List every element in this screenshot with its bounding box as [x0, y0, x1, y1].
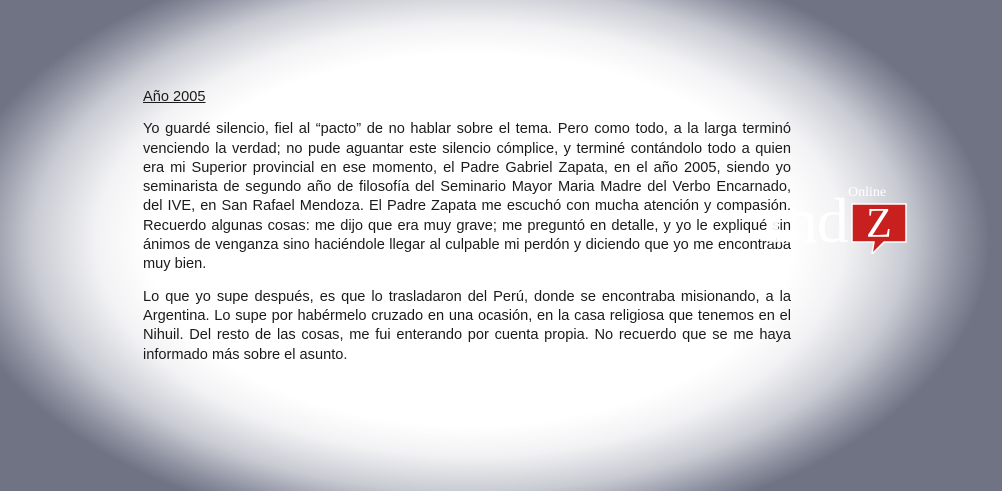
logo-letter: Z — [866, 202, 892, 247]
document-excerpt — [143, 88, 791, 378]
logo-speech-bubble-icon — [850, 202, 908, 254]
paragraph-2: Lo que yo supe después, es que lo trasladaron del Perú, donde se encontraba misionando, a la Argentina. Lo supe por habérmelo cruzado en una ocasión, en la casa religiosa que tenemos en el Nihuil. Del resto de las cosas, me fui enterando por cuenta propia. No recuerdo que se me haya informado más sobre el asunto. — [143, 288, 791, 363]
logo-online-tag: Online — [848, 185, 887, 200]
logo-word: md — [768, 185, 848, 256]
mdz-online-logo — [740, 185, 915, 270]
year-heading: Año 2005 — [143, 89, 206, 105]
paragraph-1: Yo guardé silencio, fiel al “pacto” de no hablar sobre el tema. Pero como todo, a la larga terminó venciendo la verdad; no pude aguantar este silencio cómplice, y terminé contándolo todo a quien era mi Superior provincial en ese momento, el Padre Gabriel Zapata, en el año 2005, siendo yo seminarista de segundo año de filosofía del Seminario Mayor Maria Madre del Verbo Encarnado, del IVE, en San Rafael Mendoza. El Padre Zapata me escuchó con mucha atención y compasión. Recuerdo algunas cosas: me dijo que era muy grave; me preguntó en detalle, y yo le expliqué sin ánimos de venganza sino haciéndole llegar al culpable mi perdón y diciendo que yo me encontraba muy bien. — [143, 121, 791, 273]
